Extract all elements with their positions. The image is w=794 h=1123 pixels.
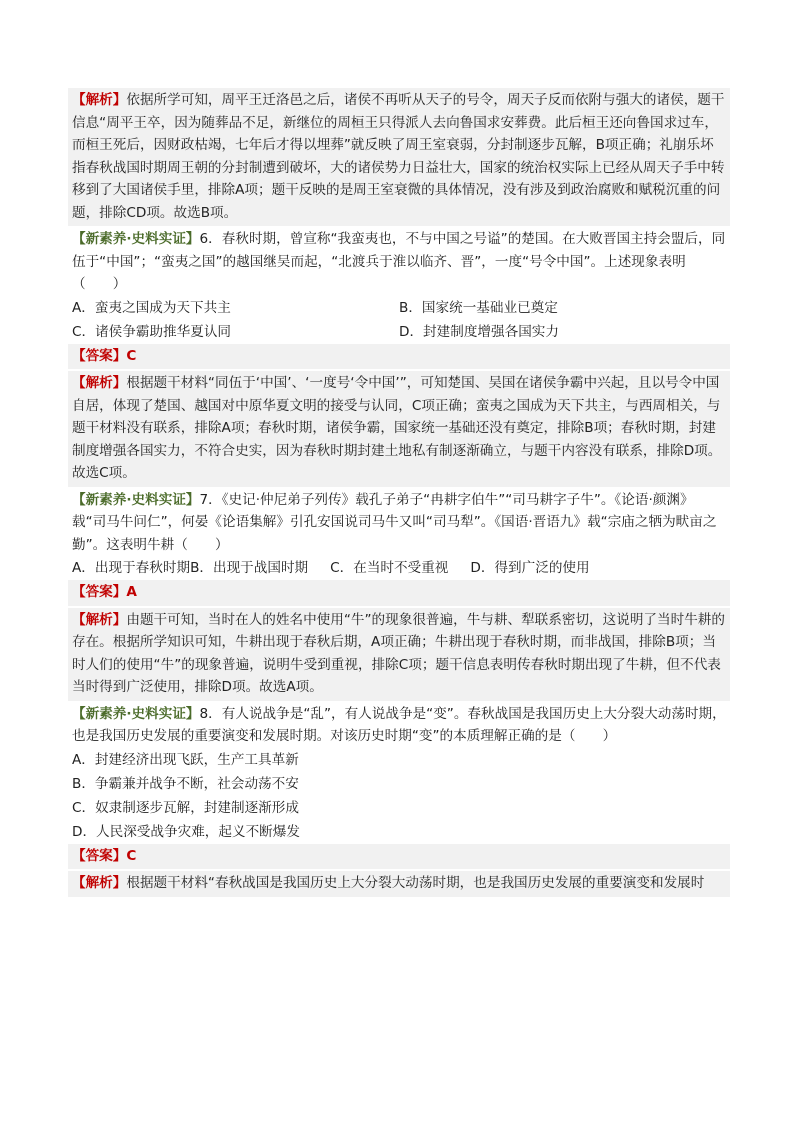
question-7 [68, 489, 730, 557]
question-tag: 【新素养·史料实证】 [72, 705, 200, 722]
option-a: A．蛮夷之国成为天下共主 [72, 299, 231, 316]
question-tag: 【新素养·史料实证】 [72, 491, 200, 508]
question-6 [68, 228, 730, 296]
question-tag: 【新素养·史料实证】 [72, 231, 200, 247]
option-c: C．奴隶制逐步瓦解，封建制逐渐形成 [72, 799, 299, 816]
option-d: D．得到广泛的使用 [470, 560, 590, 576]
option-b: B．国家统一基础业已奠定 [399, 299, 558, 316]
options-row [68, 296, 730, 320]
analysis-text: 根据题干材料“春秋战国是我国历史上大分裂大动荡时期，也是我国历史发展的重要演变和发展时 [126, 875, 705, 891]
options-row [68, 556, 730, 580]
answer-block-q8 [68, 844, 730, 870]
analysis-label: 【解析】 [72, 375, 127, 391]
answer-value: C [126, 847, 137, 864]
question-text: 7．《史记·仲尼弟子列传》载孔子弟子“冉耕字伯牛”“司马耕字子牛”。《论语·颜渊》载“司马牛问仁”，何晏《论语集解》引孔安国说司马牛又叫“司马犁”。《国语·晋语九》载“宗庙之牺为畎亩之勤”。这表明牛耕（ ） [72, 491, 717, 553]
question-text: 6．春秋时期，曾宣称“我蛮夷也，不与中国之号谥”的楚国。在大败晋国主持会盟后，同伍于“中国”；“蛮夷之国”的越国继吴而起，“北渡兵于淮以临齐、晋”，一度“号令中国”。上述现象表明（ ） [72, 231, 726, 292]
answer-block-q7 [68, 580, 730, 606]
option-d: D．封建制度增强各国实力 [399, 323, 559, 340]
analysis-text: 由题干可知，当时在人的姓名中使用“牛”的现象很普遍，牛与耕、犁联系密切，这说明了当时牛耕的存在。根据所学知识可知，牛耕出现于春秋后期，A项正确；牛耕出现于春秋时期，而非战国，排除B项；当时人们的使用“牛”的现象普遍，说明牛受到重视，排除C项；题干信息表明传春秋时期出现了牛耕，但不代表当时得到广泛使用，排除D项。故选A项。 [72, 611, 725, 695]
analysis-block-q5 [68, 88, 730, 226]
analysis-text: 根据题干材料“同伍于‘中国’、‘一度号‘令中国’”，可知楚国、吴国在诸侯争霸中兴起，且以号令中国自居，体现了楚国、越国对中原华夏文明的接受与认同，C项正确；蛮夷之国成为天下共主，与西周相关，与题干材料没有联系，排除A项；春秋时期，诸侯争霸，国家统一基础还没有奠定，排除B项；春秋时期，封建制度增强各国实力，不符合史实，因为春秋时期封建土地私有制逐渐确立，与题干内容没有联系，排除D项。故选C项。 [72, 375, 722, 481]
analysis-label: 【解析】 [72, 875, 127, 891]
answer-block-q6 [68, 344, 730, 370]
document-page [68, 88, 730, 899]
analysis-label: 【解析】 [72, 611, 127, 628]
analysis-block-q7 [68, 608, 730, 701]
analysis-block-q8 [68, 871, 730, 897]
answer-label: 【答案】 [72, 347, 127, 364]
option-a: A．封建经济出现飞跃，生产工具革新 [72, 751, 299, 768]
analysis-text: 依据所学可知，周平王迁洛邑之后，诸侯不再听从天子的号令，周天子反而依附与强大的诸侯，题干信息“周平王卒，因为随葬品不足，新继位的周桓王只得派人去向鲁国求安葬费。此后桓王还向鲁国求过车，而桓王死后，因财政枯竭，七年后才得以埋葬”就反映了周王室衰弱，分封制逐步瓦解，B项正确；礼崩乐坏指春秋战国时期周王朝的分封制遭到破坏，大的诸侯势力日益壮大，国家的统治权实际上已经从周天子手中转移到了大国诸侯手里，排除A项；题干反映的是周王室衰微的具体情况，没有涉及到政治腐败和赋税沉重的问题，排除CD项。故选B项。 [72, 92, 725, 221]
option-d: D．人民深受战争灾难，起义不断爆发 [72, 823, 300, 840]
option-c: C．在当时不受重视 [330, 560, 449, 576]
option-a: A．出现于春秋时期 [72, 560, 191, 576]
analysis-label: 【解析】 [72, 92, 127, 108]
options-row [68, 320, 730, 344]
analysis-block-q6 [68, 371, 730, 487]
option-b: B．争霸兼并战争不断，社会动荡不安 [72, 775, 299, 792]
answer-label: 【答案】 [72, 584, 127, 600]
option-b: B．出现于战国时期 [190, 560, 309, 576]
answer-label: 【答案】 [72, 847, 127, 864]
question-text: 8．有人说战争是“乱”，有人说战争是“变”。春秋战国是我国历史上大分裂大动荡时期，也是我国历史发展的重要演变和发展时期。对该历史时期“变”的本质理解正确的是（ ） [72, 705, 726, 744]
option-c: C．诸侯争霸助推华夏认同 [72, 323, 232, 340]
answer-value: A [126, 584, 137, 600]
answer-value: C [126, 347, 137, 364]
question-8 [68, 703, 730, 748]
